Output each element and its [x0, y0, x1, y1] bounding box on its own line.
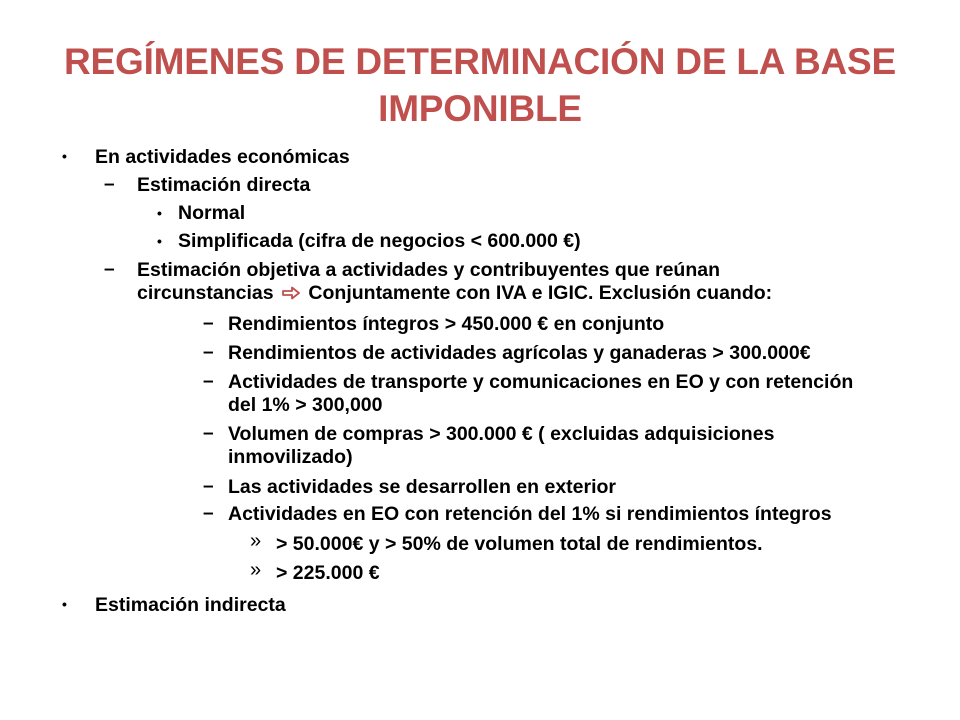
slide-title [60, 38, 900, 132]
bullet-marker: • [62, 596, 67, 612]
exclusion-transporte-line-1: Actividades de transporte y comunicaciones en EO y con retención [228, 371, 854, 393]
list-item-estimacion-objetiva-line-1: Estimación objetiva a actividades y contribuyentes que reúnan [137, 259, 721, 281]
list-item-estimacion-indirecta: Estimación indirecta [95, 594, 286, 616]
arrow-right-outline-icon [281, 286, 301, 300]
bullet-marker: • [62, 148, 67, 164]
list-item-actividades-economicas: En actividades económicas [95, 146, 350, 168]
circunstancias-text: circunstancias [137, 282, 274, 304]
conjuntamente-text: Conjuntamente con IVA e IGIC. Exclusión cuando: [308, 282, 773, 304]
raquo-marker: » [250, 559, 262, 581]
dash-marker: – [203, 371, 214, 392]
exclusion-transporte-line-2: del 1% > 300,000 [228, 394, 383, 416]
slide-title-line-1: REGÍMENES DE DETERMINACIÓN DE LA BASE [63, 41, 897, 82]
dash-marker: – [104, 174, 115, 195]
raquo-marker: » [250, 530, 262, 552]
sub-item-225000: > 225.000 € [276, 562, 380, 584]
dash-marker: – [203, 342, 214, 363]
bullet-marker: • [157, 205, 162, 221]
slide-title-line-2: IMPONIBLE [378, 88, 582, 129]
dash-marker: – [203, 503, 214, 524]
sub-item-50000: > 50.000€ y > 50% de volumen total de rendimientos. [276, 533, 763, 555]
dash-marker: – [203, 476, 214, 497]
exclusion-rendimientos-integros: Rendimientos íntegros > 450.000 € en conjunto [228, 313, 665, 335]
exclusion-retencion: Actividades en EO con retención del 1% si rendimientos íntegros [228, 503, 832, 525]
exclusion-compras-line-1: Volumen de compras > 300.000 € ( excluidas adquisiciones [228, 423, 775, 445]
bullet-marker: • [157, 233, 162, 249]
list-item-simplificada: Simplificada (cifra de negocios < 600.000 €) [178, 230, 581, 252]
exclusion-agricolas-ganaderas: Rendimientos de actividades agrícolas y ganaderas > 300.000€ [228, 342, 811, 364]
dash-marker: – [203, 423, 214, 444]
exclusion-compras-line-2: inmovilizado) [228, 446, 353, 468]
list-item-estimacion-objetiva-line-2 [137, 282, 772, 305]
list-item-normal: Normal [178, 202, 246, 224]
exclusion-exterior: Las actividades se desarrollen en exterior [228, 476, 617, 498]
dash-marker: – [203, 313, 214, 334]
dash-marker: – [104, 259, 115, 280]
list-item-estimacion-directa: Estimación directa [137, 174, 311, 196]
